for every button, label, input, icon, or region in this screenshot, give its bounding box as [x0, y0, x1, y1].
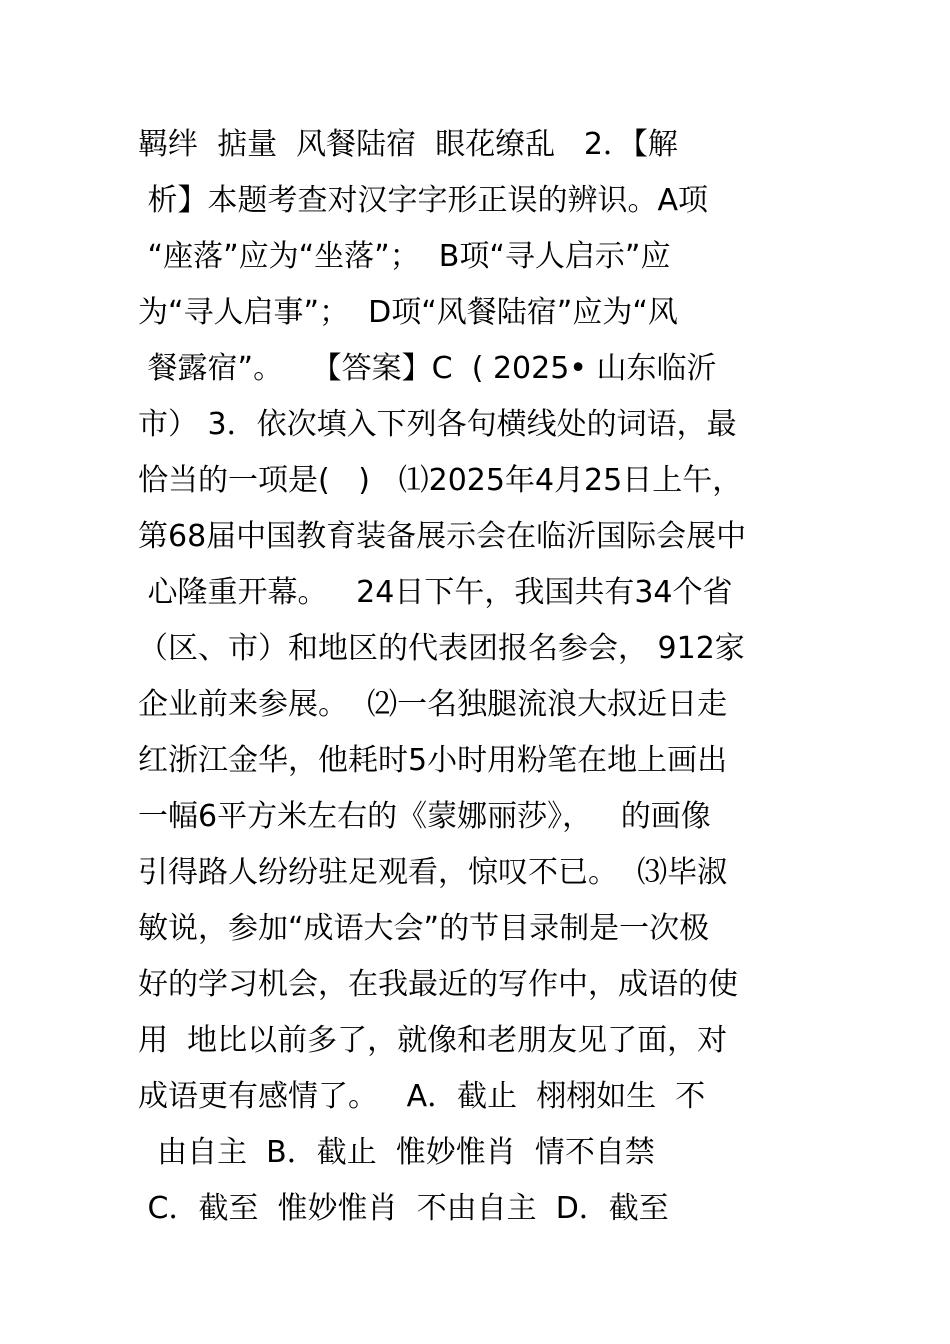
text-line: 引得路人纷纷驻足观看，惊叹不已。 ⑶毕淑 [138, 855, 728, 890]
text-line: 由自主 B．截止 惟妙惟肖 情不自禁 [138, 1135, 655, 1170]
text-line: 心隆重开幕。 24日下午，我国共有34个省 [138, 575, 733, 610]
text-line: 用 地比以前多了，就像和老朋友见了面，对 [138, 1023, 728, 1058]
text-line: 成语更有感情了。 A．截止 栩栩如生 不 [138, 1079, 706, 1114]
text-line: 企业前来参展。 ⑵一名独腿流浪大叔近日走 [138, 687, 728, 722]
text-line: “座落”应为“坐落”； B项“寻人启示”应 [138, 239, 671, 274]
text-line: 羁绊 掂量 风餐陆宿 眼花缭乱 2．【解 [138, 127, 678, 162]
text-line: 为“寻人启事”； D项“风餐陆宿”应为“风 [138, 295, 678, 330]
text-line: 好的学习机会，在我最近的写作中，成语的使 [138, 967, 738, 1002]
text-line: 市） 3．依次填入下列各句横线处的词语，最 [138, 407, 737, 442]
text-line: 析】本题考查对汉字字形正误的辨识。A项 [138, 183, 709, 218]
text-line: C．截至 惟妙惟肖 不由自主 D．截至 [138, 1191, 669, 1226]
text-line: 餐露宿”。 【答案】C ( 2025• 山东临沂 [138, 351, 717, 386]
text-line: 一幅6平方米左右的《蒙娜丽莎》， 的画像 [138, 799, 711, 834]
text-line: （区、市）和地区的代表团报名参会， 912家 [138, 631, 745, 666]
text-line: 第68届中国教育装备展示会在临沂国际会展中 [138, 519, 747, 554]
text-line: 敏说，参加“成语大会”的节目录制是一次极 [138, 911, 710, 946]
text-line: 恰当的一项是( ) ⑴2025年4月25日上午， [138, 463, 743, 498]
text-line: 红浙江金华，他耗时5小时用粉笔在地上画出 [138, 743, 728, 778]
